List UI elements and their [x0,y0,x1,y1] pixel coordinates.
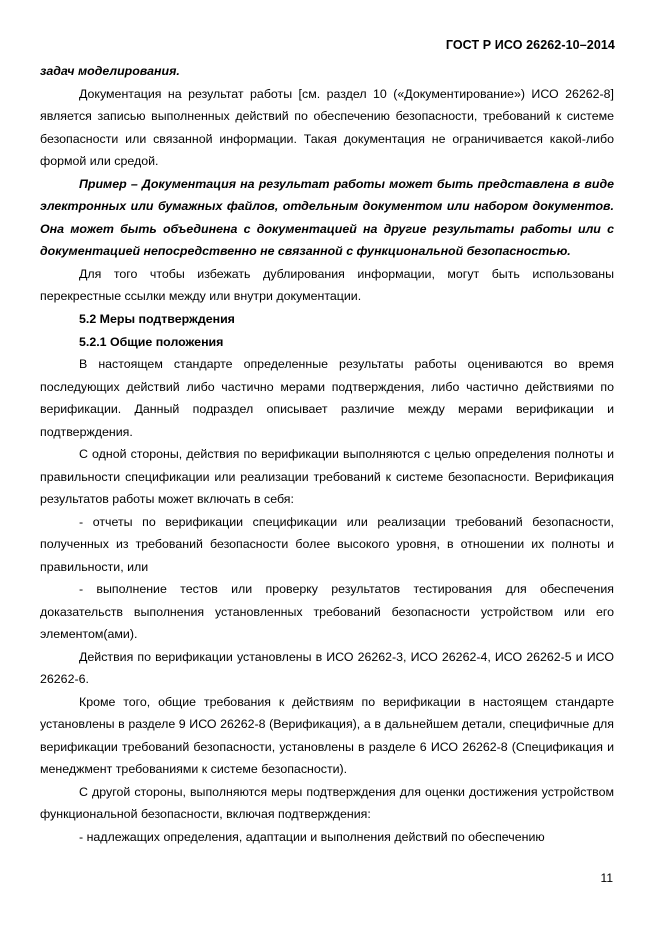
list-item: - надлежащих определения, адаптации и выполнения действий по обеспечению [79,829,545,844]
example-label: Пример – [79,176,138,191]
paragraph-verification: С одной стороны, действия по верификации выполняются с целью определения полноты и правильности спецификации или реализации требований к системе безопасности. Верификация результатов работы может включать в себя: [40,447,614,506]
standard-header: ГОСТ Р ИСО 26262-10–2014 [445,38,615,52]
paragraph-cross-references: Для того чтобы избежать дублирования информации, могут быть использованы перекрестные ссылки между или внутри документации. [40,266,614,303]
paragraph-documentation: Документация на результат работы [см. раздел 10 («Документирование») ИСО 26262-8] является записью выполненных действий по обеспечению безопасности, требований к системе безопасности или связанной информации. Такая документация не ограничивается какой-либо формой или средой. [40,86,614,168]
list-item: - выполнение тестов или проверку результатов тестирования для обеспечения доказательств выполнения установленных требований безопасности устройством или его элементом(ами). [40,582,614,641]
section-heading-5-2-1: 5.2.1 Общие положения [79,334,224,349]
example-note [40,173,614,263]
page-number: 11 [600,871,613,885]
example-text: Документация на результат работы может быть представлена в виде электронных или бумажных файлов, отдельным документом или набором документов. Она может быть объединена с документацией на другие результаты работы или с документацией непосредственно не связанной с функциональной безопасностью. [40,176,614,258]
paragraph-general-requirements: Кроме того, общие требования к действиям по верификации в настоящем стандарте установлены в разделе 9 ИСО 26262-8 (Верификация), а в дальнейшем детали, специфичные для верификации требований безопасности, установлены в разделе 6 ИСО 26262-8 (Спецификация и менеджмент требованиями к системе безопасности). [40,694,614,776]
paragraph-confirmation: С другой стороны, выполняются меры подтверждения для оценки достижения устройством функциональной безопасности, включая подтверждения: [40,784,614,821]
section-heading-5-2: 5.2 Меры подтверждения [79,312,235,326]
body-text [40,60,614,848]
paragraph-verification-standards: Действия по верификации установлены в ИСО 26262-3, ИСО 26262-4, ИСО 26262-5 и ИСО 26262-6. [40,649,614,686]
paragraph-intro: В настоящем стандарте определенные результаты работы оцениваются во время последующих действий либо частично мерами подтверждения, либо частично действиями по верификации. Данный подраздел описывает различие между мерами верификации и подтверждения. [40,357,614,439]
list-item: - отчеты по верификации спецификации или реализации требований безопасности, полученных из требований безопасности более высокого уровня, в отношении их полноты и правильности, или [40,514,614,574]
paragraph-continuation: задач моделирования. [40,64,180,78]
